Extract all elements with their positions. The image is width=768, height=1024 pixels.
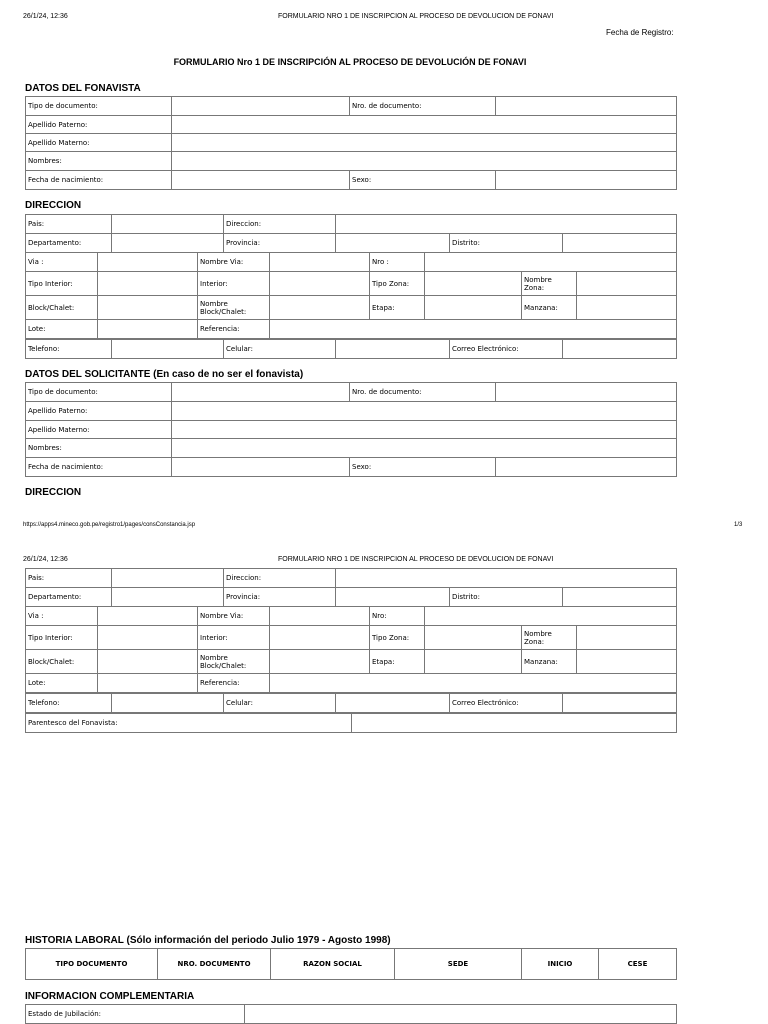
label-tipo-zona-2: Tipo Zona: (370, 626, 425, 650)
block-value (98, 296, 198, 320)
section-direccion-1: DIRECCION (25, 200, 82, 211)
nro-2-value (425, 607, 677, 626)
direccion-value (336, 215, 677, 234)
lote-value (98, 320, 198, 339)
sol-nombres-value (172, 439, 677, 458)
tipo-interior-value (98, 272, 198, 296)
ap-materno-value (172, 134, 677, 152)
solicitante-table (25, 382, 677, 477)
departamento-2-value (112, 588, 224, 607)
correo-2-value (563, 694, 677, 713)
interior-2-value (270, 626, 370, 650)
block-2-value (98, 650, 198, 674)
manzana-value (577, 296, 677, 320)
label-nombre-block-2: Nombre Block/Chalet: (198, 650, 270, 674)
tipo-zona-2-value (425, 626, 522, 650)
label-provincia-2: Provincia: (224, 588, 336, 607)
via-value (98, 253, 198, 272)
label-nro-doc: Nro. de documento: (350, 97, 496, 116)
sol-ap-paterno-value (172, 402, 677, 421)
col-inicio: INICIO (522, 949, 599, 980)
nombre-via-2-value (270, 607, 370, 626)
label-pais-2: Pais: (26, 569, 112, 588)
label-fecha-nac: Fecha de nacimiento: (26, 171, 172, 190)
sol-nro-doc-value (496, 383, 677, 402)
label-pais: Pais: (26, 215, 112, 234)
label-nombre-zona: Nombre Zona: (522, 272, 577, 296)
section-fonavista: DATOS DEL FONAVISTA (25, 83, 141, 94)
provincia-value (336, 234, 450, 253)
label-sol-fecha-nac: Fecha de nacimiento: (26, 458, 172, 477)
print-header-title: FORMULARIO NRO 1 DE INSCRIPCION AL PROCESO DE DEVOLUCION DE FONAVI (278, 13, 554, 20)
print-datetime-p2: 26/1/24, 12:36 (23, 556, 68, 563)
label-nro-2: Nro: (370, 607, 425, 626)
label-nombres: Nombres: (26, 152, 172, 171)
label-interior: Interior: (198, 272, 270, 296)
ap-paterno-value (172, 116, 677, 134)
col-cese: CESE (599, 949, 677, 980)
etapa-2-value (425, 650, 522, 674)
label-sol-tipo-doc: Tipo de documento: (26, 383, 172, 402)
via-2-value (98, 607, 198, 626)
nombre-zona-2-value (577, 626, 677, 650)
fecha-nac-value (172, 171, 350, 190)
pais-2-value (112, 569, 224, 588)
tipo-interior-2-value (98, 626, 198, 650)
complementaria-table (25, 1004, 677, 1024)
label-telefono: Telefono: (26, 340, 112, 359)
label-tipo-interior: Tipo Interior: (26, 272, 98, 296)
label-etapa: Etapa: (370, 296, 425, 320)
label-telefono-2: Telefono: (26, 694, 112, 713)
form-title-text: FORMULARIO Nro 1 DE INSCRIPCIÓN AL PROCESO DE DEVOLUCIÓN DE FONAVI (173, 57, 527, 67)
label-manzana: Manzana: (522, 296, 577, 320)
distrito-value (563, 234, 677, 253)
direccion-2-table-b (25, 606, 677, 693)
sexo-value (496, 171, 677, 190)
label-ap-materno: Apellido Materno: (26, 134, 172, 152)
manzana-2-value (577, 650, 677, 674)
parentesco-value (352, 714, 677, 733)
direccion-1-table-a (25, 214, 677, 253)
label-ap-paterno: Apellido Paterno: (26, 116, 172, 134)
label-nro: Nro : (370, 253, 425, 272)
label-manzana-2: Manzana: (522, 650, 577, 674)
label-nombre-block: Nombre Block/Chalet: (198, 296, 270, 320)
label-parentesco: Parentesco del Fonavista: (26, 714, 352, 733)
label-etapa-2: Etapa: (370, 650, 425, 674)
label-distrito-2: Distrito: (450, 588, 563, 607)
estado-jubilacion-value (245, 1005, 677, 1024)
print-datetime: 26/1/24, 12:36 (23, 13, 68, 20)
col-tipo-documento: TIPO DOCUMENTO (26, 949, 158, 980)
historia-table (25, 948, 677, 980)
col-razon-social: RAZON SOCIAL (271, 949, 395, 980)
label-celular: Celular: (224, 340, 336, 359)
distrito-2-value (563, 588, 677, 607)
section-complementaria: INFORMACION COMPLEMENTARIA (25, 991, 195, 1002)
label-direccion: Direccion: (224, 215, 336, 234)
direccion-2-table-a (25, 568, 677, 607)
section-solicitante: DATOS DEL SOLICITANTE (En caso de no ser el fonavista) (25, 369, 304, 380)
tipo-zona-value (425, 272, 522, 296)
label-correo-2: Correo Electrónico: (450, 694, 563, 713)
sol-fecha-nac-value (172, 458, 350, 477)
referencia-2-value (270, 674, 677, 693)
label-sol-ap-paterno: Apellido Paterno: (26, 402, 172, 421)
label-direccion-2: Direccion: (224, 569, 336, 588)
label-via: Via : (26, 253, 98, 272)
direccion-1-table-c (25, 339, 677, 359)
label-provincia: Provincia: (224, 234, 336, 253)
label-tipo-zona: Tipo Zona: (370, 272, 425, 296)
lote-2-value (98, 674, 198, 693)
celular-2-value (336, 694, 450, 713)
label-sol-nombres: Nombres: (26, 439, 172, 458)
nombre-block-2-value (270, 650, 370, 674)
direccion-2-table-c (25, 693, 677, 713)
direccion-1-table-b (25, 252, 677, 339)
nombre-via-value (270, 253, 370, 272)
pais-value (112, 215, 224, 234)
label-sexo: Sexo: (350, 171, 496, 190)
form-title (0, 57, 700, 67)
col-sede: SEDE (395, 949, 522, 980)
label-lote: Lote: (26, 320, 98, 339)
tipo-doc-value (172, 97, 350, 116)
departamento-value (112, 234, 224, 253)
provincia-2-value (336, 588, 450, 607)
celular-value (336, 340, 450, 359)
print-header-title-p2: FORMULARIO NRO 1 DE INSCRIPCION AL PROCESO DE DEVOLUCION DE FONAVI (278, 556, 554, 563)
section-historia: HISTORIA LABORAL (Sólo información del periodo Julio 1979 - Agosto 1998) (25, 935, 391, 946)
label-celular-2: Celular: (224, 694, 336, 713)
nombres-value (172, 152, 677, 171)
nombre-zona-value (577, 272, 677, 296)
label-sol-nro-doc: Nro. de documento: (350, 383, 496, 402)
label-nombre-via: Nombre Via: (198, 253, 270, 272)
correo-value (563, 340, 677, 359)
col-nro-documento: NRO. DOCUMENTO (158, 949, 271, 980)
section-direccion-2: DIRECCION (25, 487, 82, 498)
sol-sexo-value (496, 458, 677, 477)
label-departamento-2: Departamento: (26, 588, 112, 607)
label-estado-jubilacion: Estado de Jubilación: (26, 1005, 245, 1024)
label-sol-ap-materno: Apellido Materno: (26, 421, 172, 439)
telefono-2-value (112, 694, 224, 713)
print-url: https://apps4.mineco.gob.pe/registro1/pages/consConstancia.jsp (23, 522, 196, 528)
label-nombre-zona-2: Nombre Zona: (522, 626, 577, 650)
label-nombre-via-2: Nombre Via: (198, 607, 270, 626)
fecha-registro-label: Fecha de Registro: (606, 28, 674, 37)
label-tipo-interior-2: Tipo Interior: (26, 626, 98, 650)
label-sol-sexo: Sexo: (350, 458, 496, 477)
label-departamento: Departamento: (26, 234, 112, 253)
label-correo: Correo Electrónico: (450, 340, 563, 359)
label-distrito: Distrito: (450, 234, 563, 253)
direccion-2-value (336, 569, 677, 588)
label-interior-2: Interior: (198, 626, 270, 650)
sol-ap-materno-value (172, 421, 677, 439)
label-block: Block/Chalet: (26, 296, 98, 320)
label-via-2: Via : (26, 607, 98, 626)
label-lote-2: Lote: (26, 674, 98, 693)
etapa-value (425, 296, 522, 320)
sol-tipo-doc-value (172, 383, 350, 402)
referencia-value (270, 320, 677, 339)
nombre-block-value (270, 296, 370, 320)
fonavista-table (25, 96, 677, 190)
label-block-2: Block/Chalet: (26, 650, 98, 674)
nro-doc-value (496, 97, 677, 116)
label-referencia: Referencia: (198, 320, 270, 339)
label-tipo-doc: Tipo de documento: (26, 97, 172, 116)
nro-value (425, 253, 677, 272)
telefono-value (112, 340, 224, 359)
label-referencia-2: Referencia: (198, 674, 270, 693)
interior-value (270, 272, 370, 296)
parentesco-table (25, 713, 677, 733)
page-number: 1/3 (734, 522, 743, 528)
